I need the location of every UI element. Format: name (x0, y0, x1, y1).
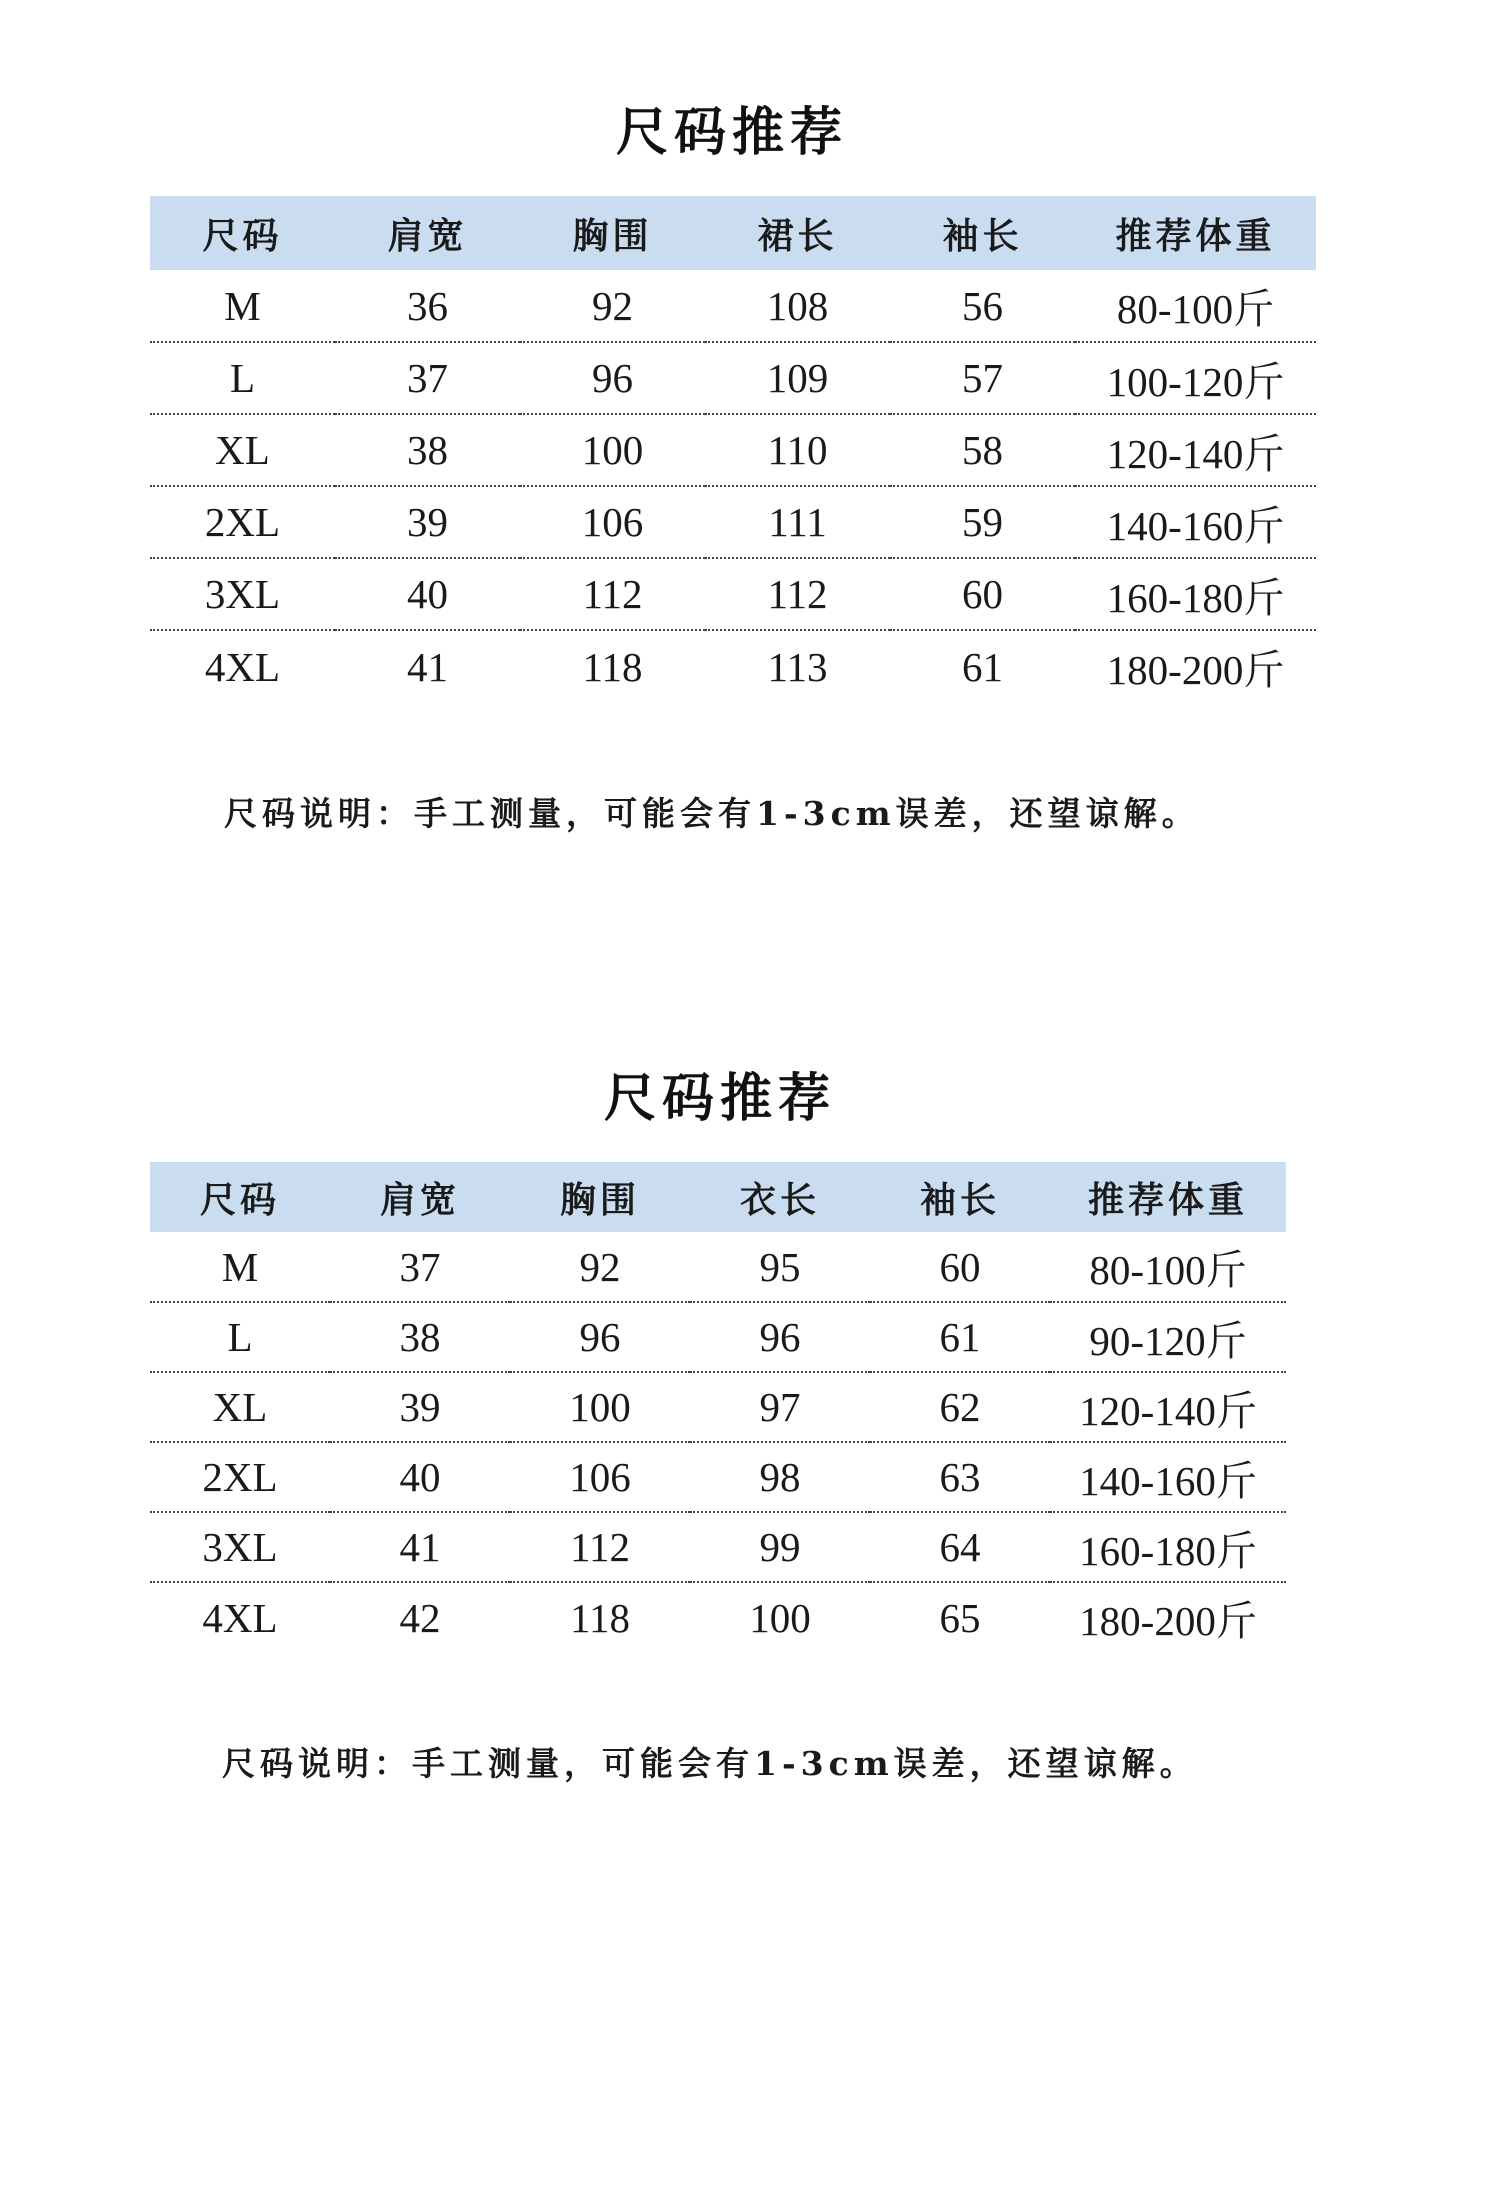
cell-size: 3XL (150, 1512, 330, 1582)
cell-bust: 92 (520, 270, 705, 342)
cell-size: L (150, 342, 335, 414)
table-row (150, 1232, 1286, 1302)
size-chart-dress (0, 0, 1500, 1000)
header-weight: 推荐体重 (1050, 1162, 1286, 1232)
cell-bust: 100 (520, 414, 705, 486)
cell-sleeve: 59 (890, 486, 1075, 558)
cell-size: M (150, 1232, 330, 1302)
cell-shoulder: 40 (335, 558, 520, 630)
table-row (150, 486, 1316, 558)
cell-sleeve: 61 (870, 1302, 1050, 1372)
size-chart-title: 尺码推荐 (616, 102, 849, 163)
cell-weight: 80-100斤 (1075, 270, 1316, 342)
cell-bust: 112 (510, 1512, 690, 1582)
cell-shoulder: 39 (335, 486, 520, 558)
cell-length: 113 (767, 643, 828, 690)
cell-size: XL (150, 414, 335, 486)
table-row (150, 414, 1316, 486)
cell-shoulder: 36 (335, 270, 520, 342)
header-sleeve: 袖长 (870, 1162, 1050, 1232)
cell-bust: 106 (520, 486, 705, 558)
header-weight: 推荐体重 (1075, 196, 1316, 270)
size-chart-title: 尺码推荐 (604, 1068, 837, 1129)
cell-size: 2XL (150, 486, 335, 558)
cell-length: 98 (690, 1442, 870, 1512)
cell-shoulder: 42 (399, 1594, 441, 1641)
table-header-row (150, 196, 1316, 270)
header-size: 尺码 (150, 196, 335, 270)
cell-size: M (150, 270, 335, 342)
cell-length: 96 (690, 1302, 870, 1372)
cell-weight: 100-120斤 (1075, 342, 1316, 414)
cell-weight: 180-200斤 (1106, 647, 1285, 693)
header-sleeve: 袖长 (890, 196, 1075, 270)
cell-sleeve: 63 (870, 1442, 1050, 1512)
cell-weight: 140-160斤 (1050, 1442, 1286, 1512)
cell-sleeve: 61 (962, 643, 1003, 690)
size-table (150, 1162, 1286, 1652)
table-row (150, 342, 1316, 414)
size-note: 尺码说明：手工测量，可能会有1-3cm误差，还望谅解。 (222, 1744, 1198, 1783)
header-shoulder: 肩宽 (335, 196, 520, 270)
header-length: 裙长 (705, 196, 890, 270)
header-length: 衣长 (690, 1162, 870, 1232)
table-row (150, 1372, 1286, 1442)
cell-length: 99 (690, 1512, 870, 1582)
cell-bust: 118 (570, 1594, 630, 1641)
cell-length: 97 (690, 1372, 870, 1442)
size-chart-top (0, 1000, 1500, 2187)
cell-length: 110 (705, 414, 890, 486)
size-table (150, 196, 1316, 702)
cell-bust: 118 (582, 643, 643, 690)
cell-sleeve: 62 (870, 1372, 1050, 1442)
header-shoulder: 肩宽 (330, 1162, 510, 1232)
cell-bust: 106 (510, 1442, 690, 1512)
table-row (150, 1512, 1286, 1582)
cell-size: 4XL (204, 643, 281, 690)
cell-shoulder: 38 (330, 1302, 510, 1372)
cell-bust: 100 (510, 1372, 690, 1442)
cell-sleeve: 64 (870, 1512, 1050, 1582)
table-row (150, 1442, 1286, 1512)
header-bust: 胸围 (510, 1162, 690, 1232)
table-header-row (150, 1162, 1286, 1232)
cell-weight: 120-140斤 (1075, 414, 1316, 486)
cell-length: 109 (705, 342, 890, 414)
cell-size: 2XL (150, 1442, 330, 1512)
cell-size: L (150, 1302, 330, 1372)
cell-size: 4XL (202, 1594, 278, 1641)
table-row (150, 1302, 1286, 1372)
header-bust: 胸围 (520, 196, 705, 270)
cell-shoulder: 38 (335, 414, 520, 486)
cell-weight: 120-140斤 (1050, 1372, 1286, 1442)
header-size: 尺码 (150, 1162, 330, 1232)
cell-length: 108 (705, 270, 890, 342)
table-row (150, 630, 1316, 702)
cell-bust: 96 (520, 342, 705, 414)
cell-sleeve: 58 (890, 414, 1075, 486)
cell-sleeve: 56 (890, 270, 1075, 342)
cell-length: 100 (749, 1594, 811, 1641)
cell-shoulder: 39 (330, 1372, 510, 1442)
cell-weight: 140-160斤 (1075, 486, 1316, 558)
cell-size: 3XL (150, 558, 335, 630)
cell-bust: 96 (510, 1302, 690, 1372)
table-row (150, 558, 1316, 630)
cell-sleeve: 60 (870, 1232, 1050, 1302)
size-note: 尺码说明：手工测量，可能会有1-3cm误差，还望谅解。 (224, 794, 1200, 833)
cell-bust: 112 (520, 558, 705, 630)
cell-shoulder: 37 (330, 1232, 510, 1302)
cell-sleeve: 65 (939, 1594, 981, 1641)
cell-weight: 180-200斤 (1079, 1598, 1257, 1644)
cell-shoulder: 41 (407, 643, 448, 690)
cell-length: 95 (690, 1232, 870, 1302)
cell-length: 111 (705, 486, 890, 558)
cell-size: XL (150, 1372, 330, 1442)
cell-length: 112 (705, 558, 890, 630)
cell-weight: 80-100斤 (1050, 1232, 1286, 1302)
cell-weight: 90-120斤 (1050, 1302, 1286, 1372)
cell-shoulder: 41 (330, 1512, 510, 1582)
cell-weight: 160-180斤 (1075, 558, 1316, 630)
cell-sleeve: 60 (890, 558, 1075, 630)
cell-sleeve: 57 (890, 342, 1075, 414)
table-row (150, 1582, 1286, 1652)
cell-shoulder: 40 (330, 1442, 510, 1512)
cell-weight: 160-180斤 (1050, 1512, 1286, 1582)
table-row (150, 270, 1316, 342)
cell-shoulder: 37 (335, 342, 520, 414)
cell-bust: 92 (510, 1232, 690, 1302)
